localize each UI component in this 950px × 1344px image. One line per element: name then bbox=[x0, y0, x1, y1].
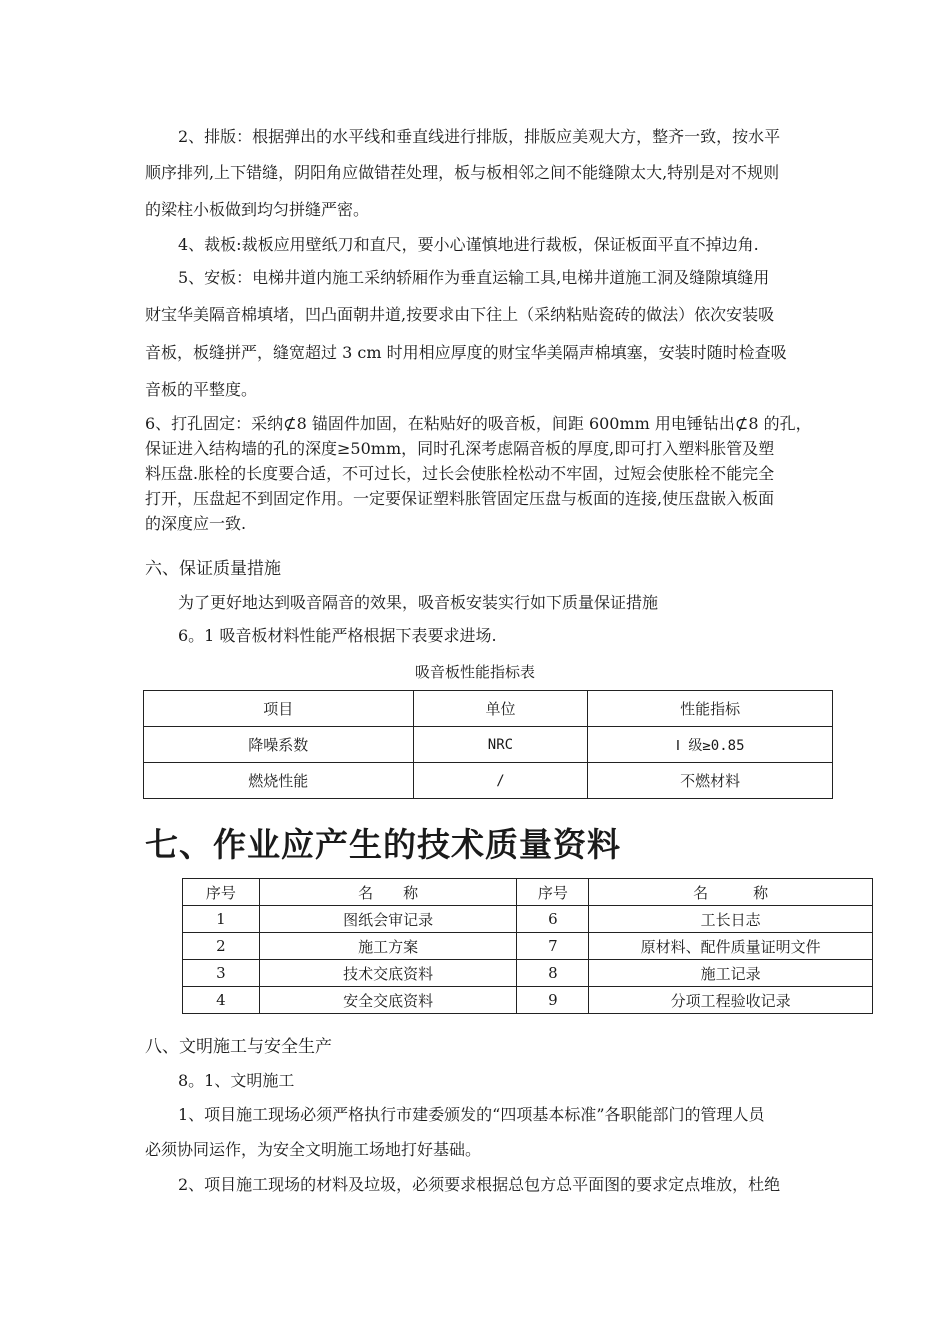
table-cell: / bbox=[413, 763, 588, 799]
table-cell: 工长日志 bbox=[589, 906, 873, 933]
para-an-ban-line-1: 5、安板：电梯井道内施工采纳轿厢作为垂直运输工具,电梯井道施工洞及缝隙填缝用 bbox=[178, 268, 770, 287]
table-cell: 燃烧性能 bbox=[144, 763, 414, 799]
table-cell: 不燃材料 bbox=[588, 763, 833, 799]
table-caption: 吸音板性能指标表 bbox=[414, 663, 535, 681]
performance-table bbox=[143, 690, 833, 799]
para-an-ban-line-3: 音板，板缝拼严，缝宽超过 3 cm 时用相应厚度的财宝华美隔声棉填塞，安装时随时检查吸 bbox=[145, 343, 787, 362]
table-cell: Ⅰ 级≥0.85 bbox=[588, 727, 833, 763]
table-header-cell: 名 称 bbox=[259, 879, 517, 906]
table-cell: 分项工程验收记录 bbox=[589, 987, 873, 1014]
para-pai-ban-line-3: 的梁柱小板做到均匀拼缝严密。 bbox=[145, 200, 370, 219]
section-8-item-1-line-2: 必须协同运作，为安全文明施工场地打好基础。 bbox=[145, 1140, 482, 1159]
table-row bbox=[183, 906, 873, 933]
documents-table bbox=[182, 878, 873, 1014]
table-cell: 1 bbox=[183, 906, 260, 933]
section-6-heading: 六、保证质量措施 bbox=[145, 559, 281, 579]
para-da-kong-line-4: 打开，压盘起不到固定作用。一定要保证塑料胀管固定压盘与板面的连接,使压盘嵌入板面 bbox=[145, 489, 775, 508]
section-8-item-2: 2、项目施工现场的材料及垃圾，必须要求根据总包方总平面图的要求定点堆放，杜绝 bbox=[178, 1175, 781, 1194]
table-row bbox=[144, 763, 833, 799]
table-cell: 降噪系数 bbox=[144, 727, 414, 763]
table-header-cell: 单位 bbox=[413, 691, 588, 727]
table-cell: 2 bbox=[183, 933, 260, 960]
para-da-kong-line-3: 料压盘.胀栓的长度要合适，不可过长，过长会使胀栓松动不牢固，过短会使胀栓不能完全 bbox=[145, 464, 775, 483]
table-cell: 4 bbox=[183, 987, 260, 1014]
table-cell: 6 bbox=[517, 906, 589, 933]
table-row bbox=[183, 987, 873, 1014]
table-header-cell: 性能指标 bbox=[588, 691, 833, 727]
table-header-row bbox=[144, 691, 833, 727]
para-da-kong-line-1: 6、打孔固定：采纳⊄8 锚固件加固，在粘贴好的吸音板，间距 600mm 用电锤钻出⊄8 的孔， bbox=[145, 414, 812, 433]
para-pai-ban-line-2: 顺序排列,上下错缝，阴阳角应做错茬处理，板与板相邻之间不能缝隙太大,特别是对不规则 bbox=[145, 163, 780, 182]
para-an-ban-line-4: 音板的平整度。 bbox=[145, 380, 258, 399]
table-cell: 安全交底资料 bbox=[259, 987, 517, 1014]
para-da-kong-line-5: 的深度应一致. bbox=[145, 514, 247, 533]
table-cell: 图纸会审记录 bbox=[259, 906, 517, 933]
para-da-kong-line-2: 保证进入结构墙的孔的深度≥50mm，同时孔深考虑隔音板的厚度,即可打入塑料胀管及塑 bbox=[145, 439, 775, 458]
section-7-heading: 七、作业应产生的技术质量资料 bbox=[145, 825, 621, 864]
table-cell: 9 bbox=[517, 987, 589, 1014]
table-cell: NRC bbox=[413, 727, 588, 763]
table-cell: 施工记录 bbox=[589, 960, 873, 987]
table-cell: 施工方案 bbox=[259, 933, 517, 960]
section-8-1-subheading: 8。1、文明施工 bbox=[178, 1071, 295, 1090]
para-cai-ban: 4、裁板:裁板应用壁纸刀和直尺，要小心谨慎地进行裁板，保证板面平直不掉边角. bbox=[178, 235, 759, 254]
para-an-ban-line-2: 财宝华美隔音棉填堵，凹凸面朝井道,按要求由下往上（采纳粘贴瓷砖的做法）依次安装吸 bbox=[145, 305, 775, 324]
table-cell: 原材料、配件质量证明文件 bbox=[589, 933, 873, 960]
section-8-item-1-line-1: 1、项目施工现场必须严格执行市建委颁发的“四项基本标准”各职能部门的管理人员 bbox=[178, 1105, 765, 1124]
section-8-heading: 八、文明施工与安全生产 bbox=[145, 1037, 332, 1057]
table-header-cell: 项目 bbox=[144, 691, 414, 727]
table-header-cell: 名 称 bbox=[589, 879, 873, 906]
table-row bbox=[144, 727, 833, 763]
table-header-cell: 序号 bbox=[517, 879, 589, 906]
table-cell: 3 bbox=[183, 960, 260, 987]
table-row bbox=[183, 960, 873, 987]
table-cell: 7 bbox=[517, 933, 589, 960]
section-6-intro: 为了更好地达到吸音隔音的效果，吸音板安装实行如下质量保证措施 bbox=[178, 593, 659, 612]
table-row bbox=[183, 933, 873, 960]
section-6-item-6-1: 6。1 吸音板材料性能严格根据下表要求进场. bbox=[178, 626, 497, 645]
table-cell: 技术交底资料 bbox=[259, 960, 517, 987]
table-header-cell: 序号 bbox=[183, 879, 260, 906]
table-cell: 8 bbox=[517, 960, 589, 987]
para-pai-ban-line-1: 2、排版：根据弹出的水平线和垂直线进行排版，排版应美观大方，整齐一致，按水平 bbox=[178, 127, 781, 146]
table-header-row bbox=[183, 879, 873, 906]
